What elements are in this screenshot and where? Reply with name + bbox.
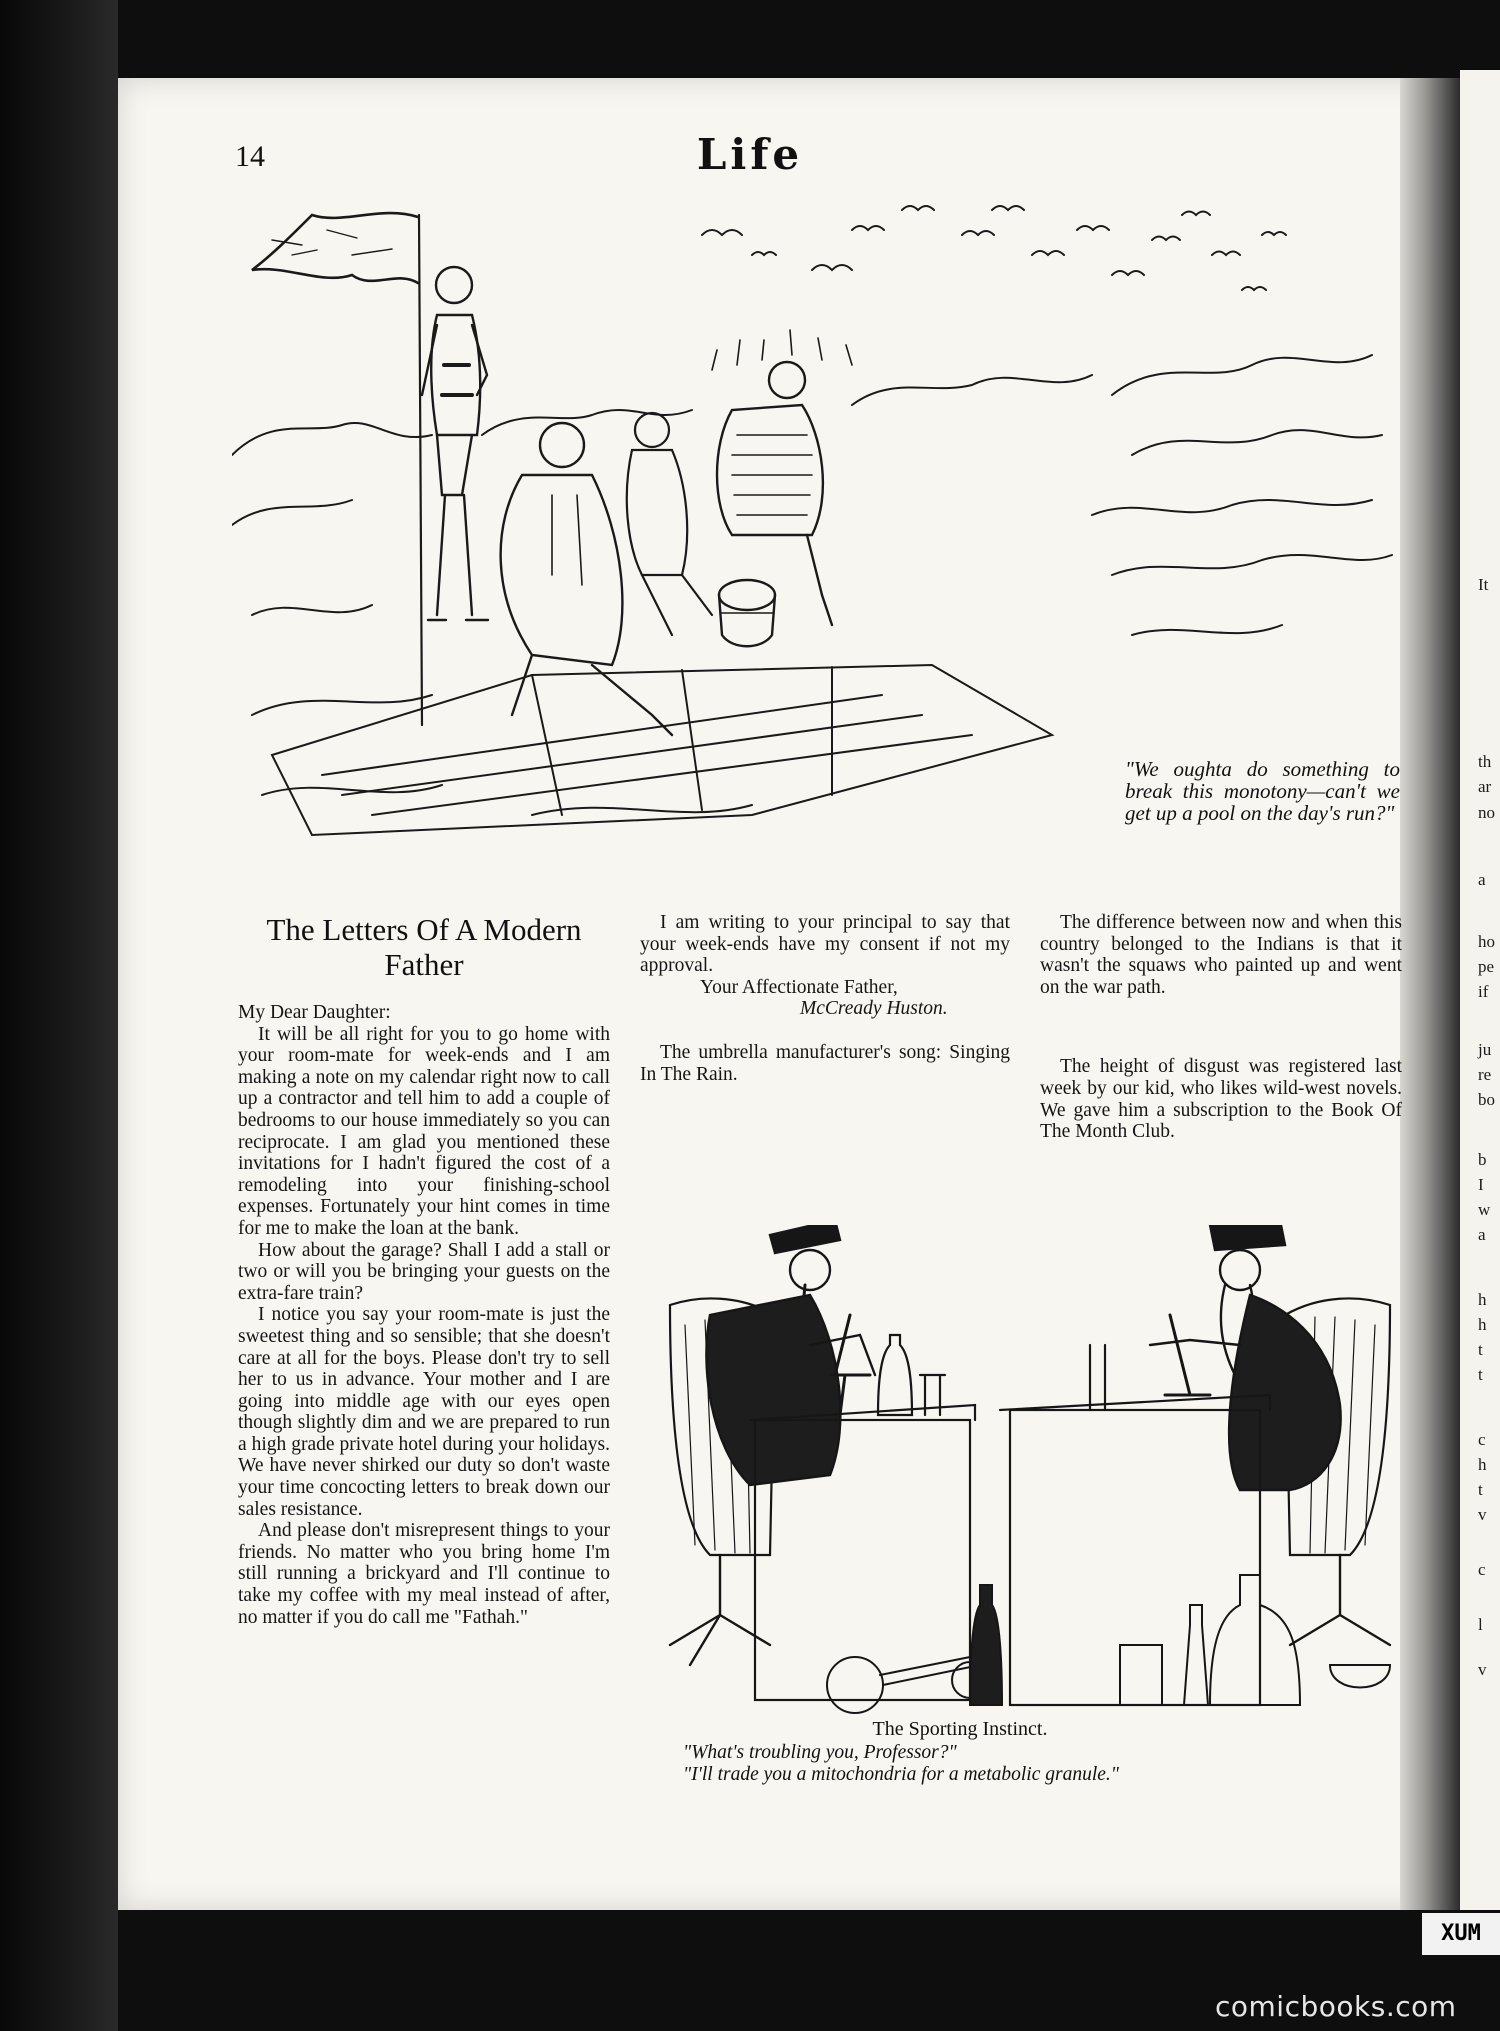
scan-left-border bbox=[0, 0, 118, 2031]
bottom-cartoon-title: The Sporting Instinct. bbox=[872, 1718, 1048, 1740]
next-page-text-fragment: t bbox=[1478, 1480, 1483, 1499]
bottom-cartoon-caption bbox=[683, 1742, 1443, 1786]
next-page-text-fragment: It bbox=[1478, 575, 1489, 594]
seated-bald-man bbox=[501, 423, 672, 735]
letter-closing: Your Affectionate Father, bbox=[700, 976, 898, 998]
next-page-text-fragment: h bbox=[1478, 1315, 1487, 1334]
article-column-3 bbox=[1040, 912, 1402, 1143]
next-page-text-fragment: c bbox=[1478, 1430, 1486, 1449]
next-page-text-fragment: v bbox=[1478, 1505, 1487, 1524]
next-page-text-fragment: t bbox=[1478, 1340, 1483, 1359]
next-page-text-fragment: th bbox=[1478, 752, 1492, 771]
next-page-text-fragment: b bbox=[1478, 1150, 1487, 1169]
top-cartoon-caption: "We oughta do something to break this monotony—can't we get up a pool on the day's run?" bbox=[1125, 757, 1400, 825]
right-desk bbox=[1010, 1410, 1260, 1705]
letter-salutation: My Dear Daughter: bbox=[238, 1002, 391, 1023]
next-page-text-fragment: w bbox=[1478, 1200, 1491, 1219]
letter-signature: McCready Huston. bbox=[800, 998, 948, 1020]
scan-tag: XUM bbox=[1422, 1913, 1500, 1955]
filler-indians: The difference between now and when this country belonged to the Indians is that it wasn't the squaws who painted up and went on the war path. bbox=[1040, 912, 1402, 998]
lab-glassware bbox=[827, 1575, 1390, 1713]
next-page-text-fragment: a bbox=[1478, 1225, 1486, 1244]
next-page-text-fragment: no bbox=[1478, 803, 1495, 822]
source-watermark: comicbooks.com bbox=[1215, 1990, 1457, 2023]
filler-disgust: The height of disgust was registered last week by our kid, who likes wild-west novels. We gave him a subscription to the Book Of The Month Club. bbox=[1040, 1056, 1402, 1143]
next-page-text-fragment: h bbox=[1478, 1290, 1487, 1309]
next-page-text-fragment: ar bbox=[1478, 777, 1492, 796]
bottom-cartoon-quote-line: "What's troubling you, Professor?" bbox=[683, 1742, 957, 1763]
next-page-text-fragment: I bbox=[1478, 1175, 1484, 1194]
man-on-barrel bbox=[717, 362, 832, 646]
standing-boy bbox=[422, 267, 488, 620]
filler-umbrella: The umbrella manufacturer's song: Singing In The Rain. bbox=[640, 1041, 1010, 1085]
right-professor bbox=[1150, 1225, 1341, 1490]
next-page-text-fragment: c bbox=[1478, 1560, 1486, 1579]
article-column-2 bbox=[640, 912, 1010, 1085]
next-page-text-fragment: a bbox=[1478, 870, 1486, 889]
next-page-text-fragment: l bbox=[1478, 1615, 1483, 1634]
article-title: The Letters Of A Modern Father bbox=[266, 912, 582, 982]
next-page-text-fragment: pe bbox=[1478, 957, 1495, 976]
spacer bbox=[640, 1020, 1010, 1042]
tattered-flag bbox=[252, 213, 418, 283]
bottom-cartoon-quote-line: "I'll trade you a mitochondria for a metabolic granule." bbox=[683, 1764, 1119, 1785]
next-page-text-fragment: v bbox=[1478, 1660, 1487, 1679]
page-number: 14 bbox=[235, 140, 265, 173]
magazine-masthead: Life bbox=[696, 130, 804, 179]
seated-young-man bbox=[627, 413, 712, 635]
next-page-text-fragment: ho bbox=[1478, 932, 1495, 951]
next-page-text-fragment: h bbox=[1478, 1455, 1487, 1474]
next-page-text-fragment: bo bbox=[1478, 1090, 1495, 1109]
professors-cartoon-illustration bbox=[650, 1225, 1410, 1715]
next-page-text-fragment: re bbox=[1478, 1065, 1492, 1084]
next-page-text-fragment: ju bbox=[1478, 1040, 1492, 1059]
next-page-text-fragment: if bbox=[1478, 982, 1489, 1001]
letter-paragraph: I notice you say your room-mate is just the sweetest thing and so sensible; that she doesn't care at all for the boys. Please don't try to sell her to us in advance. Your mother and I are going into middle age with our eyes open though slightly dim and we are prepared to run a high grade private hotel during your holidays. We have never shirked our duty so don't waste your time concocting letters to break down our sales resistance. bbox=[238, 1304, 610, 1520]
letter-paragraph: How about the garage? Shall I add a stall or two or will you be bringing your guests on the extra-fare train? bbox=[238, 1239, 610, 1304]
spacer bbox=[1040, 998, 1402, 1056]
next-page-text-fragment: t bbox=[1478, 1365, 1483, 1384]
letter-paragraph: It will be all right for you to go home with your room-mate for week-ends and I am making a note on my calendar right now to call up a contractor and tell him to add a couple of bedrooms to our house immediately so you can reciprocate. I am glad you mentioned these invitations for I hadn't figured the cost of a remodeling into your finishing-school expenses. Fortunately your hint comes in time for me to make the loan at the bank. bbox=[238, 1023, 610, 1239]
raft bbox=[272, 665, 1052, 835]
letter-paragraph: I am writing to your principal to say that your week-ends have my consent if not my approval. bbox=[640, 912, 1010, 977]
flagpole bbox=[419, 215, 422, 725]
letter-paragraph: And please don't misrepresent things to your friends. No matter who you bring home I'm still running a brickyard and I'll continue to take my coffee with my meal instead of after, no matter if you do call me "Fathah." bbox=[238, 1520, 610, 1628]
article-column-1 bbox=[238, 912, 610, 1628]
seagulls bbox=[702, 206, 1286, 290]
left-professor bbox=[706, 1225, 875, 1485]
